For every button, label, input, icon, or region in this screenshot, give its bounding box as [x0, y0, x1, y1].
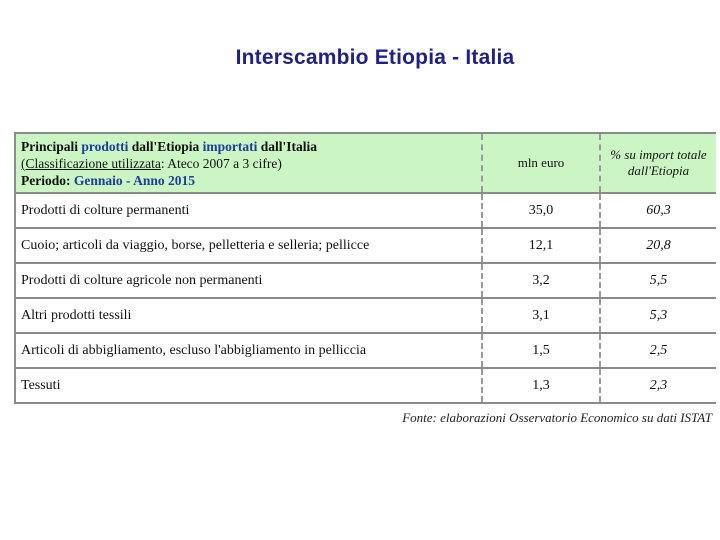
- row-label: Cuoio; articoli da viaggio, borse, pelletteria e selleria; pellicce: [16, 228, 482, 263]
- row-value: 35,0: [482, 193, 600, 228]
- row-value: 1,3: [482, 368, 600, 403]
- header-line-2: (Classificazione utilizzata: Ateco 2007 a 3 cifre): [21, 155, 282, 171]
- table-row: [16, 368, 716, 403]
- row-pct: 2,3: [600, 368, 716, 403]
- row-value: 3,1: [482, 298, 600, 333]
- row-pct: 2,5: [600, 333, 716, 368]
- row-value: 12,1: [482, 228, 600, 263]
- row-label: Prodotti di colture permanenti: [16, 193, 482, 228]
- row-label: Altri prodotti tessili: [16, 298, 482, 333]
- row-pct: 5,5: [600, 263, 716, 298]
- page-title: Interscambio Etiopia - Italia: [235, 46, 515, 69]
- table-header-row: [16, 133, 716, 193]
- header-pct-import: % su import totale dall'Etiopia: [600, 133, 716, 193]
- row-value: 3,2: [482, 263, 600, 298]
- row-value: 1,5: [482, 333, 600, 368]
- table-row: [16, 333, 716, 368]
- header-line-1: Principali prodotti dall'Etiopia importati dall'Italia: [21, 138, 318, 154]
- row-label: Prodotti di colture agricole non permanenti: [16, 263, 482, 298]
- header-mln-euro: mln euro: [482, 133, 600, 193]
- row-pct: 20,8: [600, 228, 716, 263]
- table-row: [16, 263, 716, 298]
- table-row: [16, 298, 716, 333]
- table-row: [16, 228, 716, 263]
- header-line-3: Periodo: Gennaio - Anno 2015: [21, 172, 196, 188]
- row-label: Articoli di abbigliamento, escluso l'abbigliamento in pelliccia: [16, 333, 482, 368]
- row-pct: 60,3: [600, 193, 716, 228]
- row-label: Tessuti: [16, 368, 482, 403]
- imports-table-container: [14, 132, 716, 404]
- imports-table: [16, 132, 716, 404]
- table-row: [16, 193, 716, 228]
- row-pct: 5,3: [600, 298, 716, 333]
- source-note: Fonte: elaborazioni Osservatorio Economico su dati ISTAT: [402, 410, 712, 425]
- header-description-cell: [16, 133, 482, 193]
